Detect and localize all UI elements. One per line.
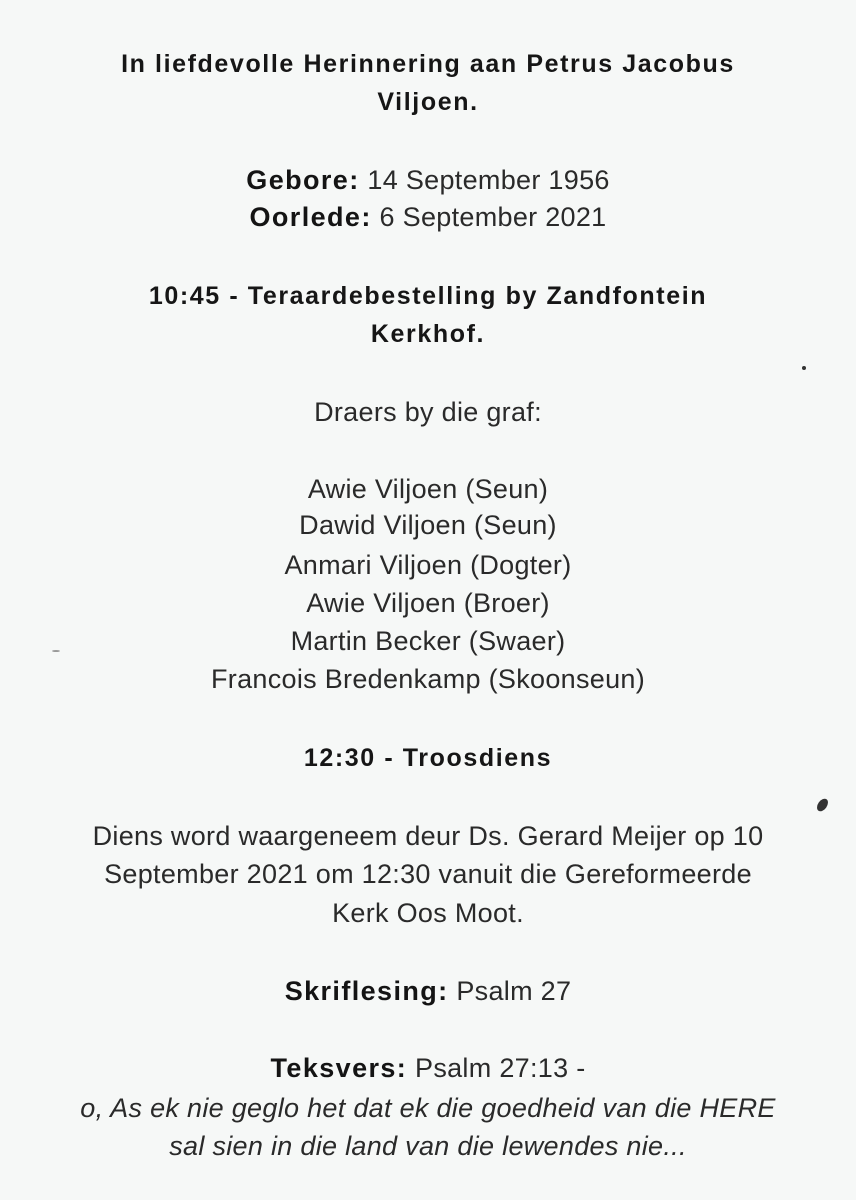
bearer-name: Awie Viljoen (Seun) — [307, 474, 549, 504]
bearers-heading: Draers by die graf: — [314, 397, 542, 427]
bearer-name: Anmari Viljoen (Dogter) — [284, 550, 572, 580]
service-description-line: September 2021 om 12:30 vanuit die Gereformeerde — [104, 859, 752, 889]
service-description-line: Diens word waargeneem deur Ds. Gerard Meijer op 10 — [92, 821, 764, 851]
bearer-name: Martin Becker (Swaer) — [290, 626, 566, 656]
scan-speck — [52, 650, 60, 652]
verse-line: o, As ek nie geglo het dat ek die goedheid van die HERE — [80, 1093, 776, 1123]
died-value: 6 September 2021 — [371, 202, 607, 232]
scan-speck — [815, 797, 830, 814]
service-heading: 12:30 - Troosdiens — [303, 744, 553, 772]
bearer-name: Dawid Viljoen (Seun) — [299, 510, 557, 540]
bearer-name: Francois Bredenkamp (Skoonseun) — [210, 664, 645, 694]
bearer-name: Awie Viljoen (Broer) — [306, 588, 550, 618]
text-verse-label: Teksvers: — [270, 1053, 408, 1083]
burial-line-2: Kerkhof. — [370, 320, 486, 348]
scan-speck — [802, 366, 806, 370]
scripture-label: Skriflesing: — [284, 976, 449, 1006]
died-date — [0, 200, 856, 234]
text-verse — [0, 1051, 856, 1085]
born-value: 14 September 1956 — [359, 165, 610, 195]
born-label: Gebore: — [246, 165, 360, 195]
scripture-reading — [0, 974, 856, 1008]
born-date — [0, 163, 856, 197]
title-line-2: Viljoen. — [377, 88, 479, 116]
died-label: Oorlede: — [249, 202, 372, 232]
verse-line: sal sien in die land van die lewendes nie... — [169, 1131, 687, 1161]
service-description-line: Kerk Oos Moot. — [332, 898, 524, 928]
scripture-value: Psalm 27 — [448, 976, 572, 1006]
title-line-1: In liefdevolle Herinnering aan Petrus Jacobus — [121, 50, 735, 78]
burial-line-1: 10:45 - Teraardebestelling by Zandfontein — [148, 282, 708, 310]
text-verse-value: Psalm 27:13 - — [407, 1053, 586, 1083]
